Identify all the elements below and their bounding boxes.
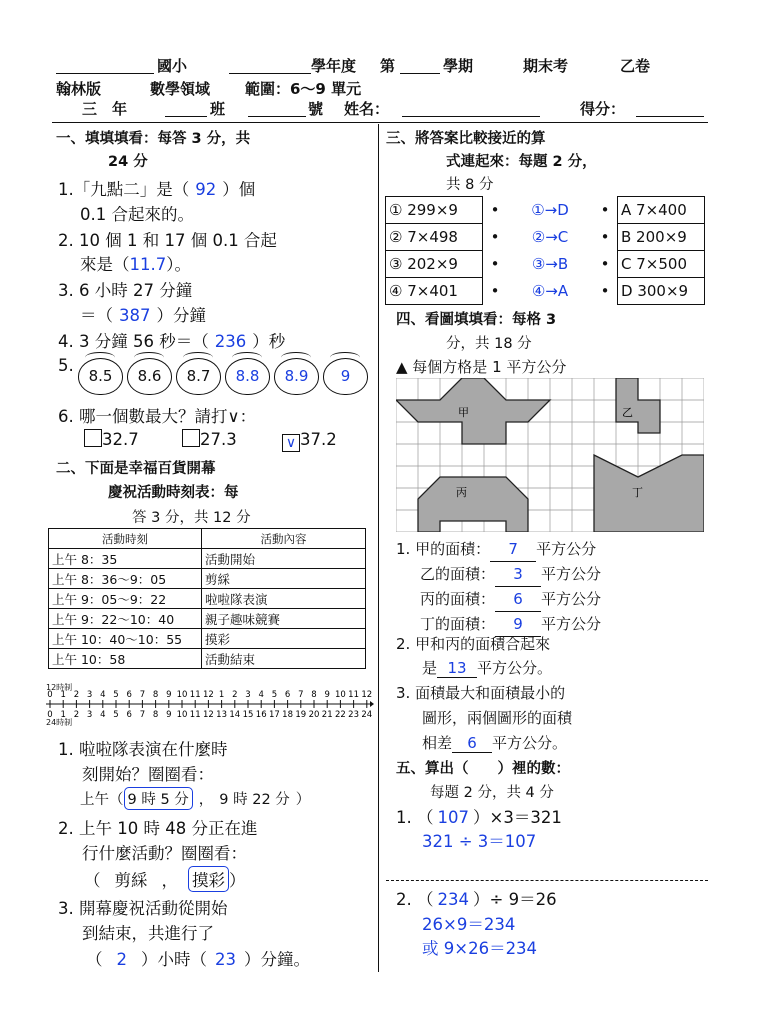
- match-left-2: ② 7×498: [386, 224, 483, 251]
- tick-label-24h: 6: [126, 710, 132, 720]
- dot-icon: •: [490, 201, 500, 219]
- s4-q2-line2: [422, 657, 552, 678]
- tick-label-24h: 15: [242, 710, 254, 720]
- s4-unit: 平方公分: [541, 615, 602, 633]
- tick-label-12h: 10: [176, 690, 188, 700]
- publisher-label: 翰林版: [56, 80, 102, 98]
- s4-q3-line1: 3. 面積最大和面積最小的: [396, 684, 566, 702]
- tick-label-24h: 10: [176, 710, 188, 720]
- tick-label-24h: 20: [308, 710, 320, 720]
- shape-jia: [396, 378, 550, 444]
- time-axis: [44, 688, 374, 720]
- s1-q3-answer: 387: [119, 306, 151, 325]
- tick-label-24h: 16: [255, 710, 267, 720]
- s2-q3-line3: [86, 946, 310, 970]
- tick-label-24h: 11: [189, 710, 201, 720]
- table-row: [49, 649, 366, 669]
- checkbox-2[interactable]: [182, 429, 200, 447]
- tick-label-12h: 12: [202, 690, 214, 700]
- s4-q3-text: 相差: [422, 734, 453, 752]
- s2-q3-line2: 到結束，共進行了: [82, 924, 214, 943]
- class-label: 班: [210, 100, 226, 118]
- s4-q1-answer-3: 6: [495, 587, 541, 612]
- s2-q2-close: ）: [229, 871, 246, 890]
- tick-label-24h: 4: [100, 710, 106, 720]
- match-answer-3: ③→B: [531, 255, 569, 273]
- checkbox-3[interactable]: ∨: [282, 434, 300, 452]
- s2-q2-option-1: 剪綵: [114, 871, 148, 890]
- s4-q2-line1: 2. 甲和丙的面積合起來: [396, 635, 551, 653]
- tick-label-12h: 9: [324, 690, 330, 700]
- section-1-title-2: 24 分: [108, 154, 148, 170]
- s4-q2-text: 是: [422, 659, 438, 677]
- s5-q2: [396, 886, 557, 910]
- tick-label-24h: 12: [202, 710, 214, 720]
- tick-label-24h: 14: [229, 710, 241, 720]
- s4-q1-row-3: [396, 587, 601, 612]
- cell-content: 親子趣味競賽: [202, 609, 366, 629]
- s4-q1-row-2: [396, 562, 601, 587]
- match-right-4: D 300×9: [618, 278, 705, 305]
- match-right-3: C 7×500: [618, 251, 705, 278]
- dot-icon: •: [490, 255, 500, 273]
- s1-q1-line1: [58, 176, 255, 200]
- s2-q1-text: 上午（: [80, 792, 124, 808]
- s2-q2-line2: 行什麼活動？圈圈看：: [82, 844, 247, 863]
- s1-q4-text: 4. 3 分鐘 56 秒＝（: [58, 332, 209, 351]
- activity-table: [48, 528, 366, 669]
- cell-time: 上午 8：36～9：05: [49, 569, 202, 589]
- tick-label-24h: 22: [334, 710, 346, 720]
- tick-label-24h: 21: [321, 710, 333, 720]
- match-left-1: ① 299×9: [386, 197, 483, 224]
- dot-icon: •: [600, 282, 610, 300]
- match-answer-1: ①→D: [531, 201, 569, 219]
- match-right-1: A 7×400: [618, 197, 705, 224]
- s2-q2-line3: [84, 866, 246, 892]
- dot-icon: •: [600, 228, 610, 246]
- s1-q3-line1: 3. 6 小時 27 分鐘: [58, 281, 193, 300]
- tick-label-12h: 9: [166, 690, 172, 700]
- s4-q3-line2: 圖形，兩個圖形的面積: [422, 709, 573, 727]
- s4-unit: 平方公分: [541, 565, 602, 583]
- cell-time: 上午 10：58: [49, 649, 202, 669]
- section-5-title: 五、算出（ ）裡的數：: [396, 761, 570, 777]
- s1-q3-text: ＝（: [80, 306, 113, 325]
- s5-q1-text-b: ）×3＝321: [473, 808, 562, 827]
- s1-q2-line2: [80, 251, 191, 275]
- shape-jia-label: 甲: [458, 406, 469, 419]
- tick-label-24h: 13: [216, 710, 228, 720]
- s5-q1-text: 1. （: [396, 808, 434, 827]
- tick-label-12h: 5: [113, 690, 119, 700]
- s5-q2-text: 2. （: [396, 890, 434, 909]
- s1-q4: [58, 328, 285, 352]
- s5-q2-text-b: ）÷ 9＝26: [473, 890, 557, 909]
- s2-q1-option-2: 9 時 22 分: [219, 792, 290, 808]
- s4-q2-text-b: 平方公分。: [477, 659, 553, 677]
- s1-q4-answer: 236: [214, 332, 247, 351]
- grid-note: ▲ 每個方格是 1 平方公分: [396, 358, 567, 376]
- table-row: [49, 609, 366, 629]
- table-row: [49, 549, 366, 569]
- table-row: [49, 569, 366, 589]
- s1-q2-text: 來是（: [80, 255, 130, 274]
- cell-content: 活動開始: [202, 549, 366, 569]
- s2-q3-answer-1: 2: [116, 950, 127, 969]
- tick-label-24h: 9: [166, 710, 172, 720]
- exam-label: 期末考: [523, 57, 569, 75]
- tick-label-12h: 10: [334, 690, 346, 700]
- section-2-title-3: 答 3 分，共 12 分: [132, 510, 251, 526]
- s2-q1-close: ）: [295, 792, 311, 808]
- s5-q1-answer: 107: [437, 808, 469, 827]
- s2-q3-line1: 3. 開幕慶祝活動從開始: [58, 899, 228, 918]
- axis-12h-label: 12時制: [46, 683, 73, 692]
- tick-label-24h: 17: [268, 710, 280, 720]
- tick-label-12h: 7: [298, 690, 304, 700]
- s2-q1-sep: ，: [198, 792, 214, 808]
- s4-q2-answer: 13: [437, 659, 477, 678]
- s1-q1-text: 1.「九點二」是（: [58, 180, 190, 199]
- tick-label-12h: 3: [86, 690, 93, 700]
- score-label: 得分：: [580, 100, 626, 118]
- tick-label-12h: 2: [73, 690, 80, 700]
- section-1-title: 一、填填填看：每答 3 分，共: [56, 131, 251, 147]
- s4-q1-label-1: 1. 甲的面積：: [396, 540, 491, 558]
- s1-q6-options: [84, 429, 337, 452]
- shape-bing: [418, 477, 528, 532]
- s2-q2-line1: 2. 上午 10 時 48 分正在進: [58, 819, 258, 838]
- school-label: 國小: [157, 57, 188, 75]
- section-4-title: 四、看圖填填看：每格 3: [396, 312, 557, 328]
- cell-time: 上午 9：22～10：40: [49, 609, 202, 629]
- subject-label: 數學領域: [150, 80, 211, 98]
- s4-unit: 平方公分: [536, 540, 597, 558]
- s1-q5-label: 5.: [58, 356, 74, 375]
- s4-q1-answer-4: 9: [495, 612, 541, 637]
- di-label: 第: [380, 57, 396, 75]
- match-left-3: ③ 202×9: [386, 251, 483, 278]
- s4-q3-line3: [422, 732, 567, 753]
- s1-q1-text-b: ）個: [222, 180, 256, 199]
- tick-label-12h: 8: [311, 690, 317, 700]
- s2-q1-circled: 9 時 5 分: [124, 787, 193, 810]
- leaf-2: 8.6: [127, 358, 172, 395]
- s4-q1-row-1: [396, 537, 601, 562]
- match-answer-2: ②→C: [531, 228, 569, 246]
- s4-q1-label-3: 丙的面積：: [420, 590, 496, 608]
- column-divider: [378, 124, 379, 972]
- s4-q1-label-2: 乙的面積：: [420, 565, 496, 583]
- year-label: 學年度: [311, 57, 357, 75]
- leaf-6: 9: [323, 358, 368, 395]
- s4-q1: [396, 537, 601, 637]
- tick-label-12h: 1: [60, 690, 66, 700]
- tick-label-24h: 2: [73, 710, 80, 720]
- tick-label-24h: 5: [113, 710, 119, 720]
- semester-label: 學期: [443, 57, 474, 75]
- s1-q2-answer: 11.7: [129, 255, 167, 274]
- s4-q3-answer: 6: [452, 734, 492, 753]
- s1-q1-line2: 0.1 合起來的。: [80, 205, 194, 224]
- tick-label-24h: 18: [282, 710, 294, 720]
- grade-label: 三 年: [82, 100, 128, 118]
- shape-bing-label: 丙: [456, 486, 467, 499]
- tick-label-12h: 5: [271, 690, 278, 700]
- axis-arrow-icon: [370, 701, 374, 707]
- tick-label-12h: 1: [218, 690, 225, 700]
- leaf-3: 8.7: [176, 358, 221, 395]
- tick-label-24h: 1: [60, 710, 66, 720]
- tick-label-12h: 3: [245, 690, 251, 700]
- matching-table: [385, 196, 705, 305]
- cell-time: 上午 8：35: [49, 549, 202, 569]
- dot-icon: •: [490, 228, 500, 246]
- range-label: 範圍：6～9 單元: [245, 80, 362, 98]
- shape-yi-label: 乙: [622, 406, 633, 419]
- match-answer-4: ④→A: [531, 282, 569, 300]
- tick-label-12h: 2: [232, 690, 238, 700]
- cell-content: 啦啦隊表演: [202, 589, 366, 609]
- tick-label-12h: 11: [348, 690, 360, 700]
- section-4-title-2: 分，共 18 分: [446, 336, 532, 352]
- s2-q2-text: （: [84, 871, 101, 890]
- area-grid: [396, 378, 704, 532]
- shape-ding: [594, 455, 704, 532]
- s5-q2-work-2: 或 9×26＝234: [422, 939, 538, 958]
- tick-label-12h: 7: [139, 690, 146, 700]
- section-3-title-3: 共 8 分: [446, 177, 494, 193]
- tick-label-12h: 4: [100, 690, 106, 700]
- dot-icon: •: [600, 201, 610, 219]
- option-3-label: 37.2: [300, 430, 337, 449]
- number-label: 號: [308, 100, 324, 118]
- section-2-title: 二、下面是幸福百貨開幕: [56, 461, 216, 477]
- leaf-4: 8.8: [225, 358, 270, 395]
- s1-q3-line2: [80, 302, 206, 326]
- s1-q2-line1: 2. 10 個 1 和 17 個 0.1 合起: [58, 231, 277, 250]
- section-3-title: 三、將答案比較接近的算: [386, 131, 546, 147]
- tick-label-24h: 0: [47, 710, 53, 720]
- dot-icon: •: [600, 255, 610, 273]
- shape-ding-label: 丁: [632, 486, 643, 499]
- axis-24h-label: 24時制: [46, 718, 73, 727]
- s1-q4-text-b: ）秒: [252, 332, 286, 351]
- s2-q1-line1: 1. 啦啦隊表演在什麼時: [58, 740, 228, 759]
- section-3-title-2: 式連起來：每題 2 分，: [446, 154, 597, 170]
- tick-label-24h: 7: [139, 710, 146, 720]
- s5-q2-work-1: 26×9＝234: [422, 915, 516, 934]
- s2-q3-text-b: ）小時（: [141, 950, 207, 969]
- table-header-content: 活動內容: [202, 529, 366, 549]
- s4-q1-answer-2: 3: [495, 562, 541, 587]
- s2-q1-line2: 刻開始？圈圈看：: [82, 765, 214, 784]
- tick-label-24h: 19: [295, 710, 307, 720]
- tick-label-24h: 3: [86, 710, 93, 720]
- s1-q3-text-b: ）分鐘: [156, 306, 206, 325]
- tick-label-12h: 4: [258, 690, 264, 700]
- cell-time: 上午 9：05～9：22: [49, 589, 202, 609]
- s4-unit: 平方公分: [541, 590, 602, 608]
- leaf-1: 8.5: [78, 358, 123, 395]
- table-header-time: 活動時刻: [49, 529, 202, 549]
- s5-q1-work: 321 ÷ 3＝107: [422, 832, 537, 851]
- s2-q3-answer-2: 23: [215, 950, 236, 969]
- tick-label-12h: 6: [284, 690, 291, 700]
- s2-q1-line3: [80, 787, 310, 810]
- s1-q2-text-b: ）。: [166, 255, 191, 274]
- match-right-2: B 200×9: [618, 224, 705, 251]
- section-5-title-2: 每題 2 分，共 4 分: [430, 785, 554, 801]
- option-2-label: 27.3: [200, 430, 237, 449]
- s1-q1-answer: 92: [195, 180, 217, 199]
- s1-q6-line1: 6. 哪一個數最大？請打∨：: [58, 407, 257, 426]
- tick-label-12h: 11: [189, 690, 201, 700]
- s4-q3-text-b: 平方公分。: [492, 734, 568, 752]
- section-5-divider: [386, 880, 708, 881]
- leaf-5: 8.9: [274, 358, 319, 395]
- cell-time: 上午 10：40～10：55: [49, 629, 202, 649]
- s5-q1: [396, 804, 562, 828]
- table-row: [49, 629, 366, 649]
- tick-label-12h: 12: [361, 690, 373, 700]
- s4-q1-label-4: 丁的面積：: [420, 615, 496, 633]
- option-1-label: 32.7: [102, 430, 139, 449]
- name-label: 姓名：: [344, 100, 390, 118]
- section-2-title-2: 慶祝活動時刻表：每: [108, 485, 239, 501]
- dot-icon: •: [490, 282, 500, 300]
- cell-content: 摸彩: [202, 629, 366, 649]
- cell-content: 活動結束: [202, 649, 366, 669]
- volume-label: 乙卷: [620, 57, 651, 75]
- tick-label-24h: 8: [152, 710, 159, 720]
- table-row: [49, 589, 366, 609]
- s2-q2-sep: ，: [161, 871, 178, 890]
- header-divider: [52, 122, 708, 123]
- checkbox-1[interactable]: [84, 429, 102, 447]
- s2-q3-text-c: ）分鐘。: [244, 950, 310, 969]
- match-left-4: ④ 7×401: [386, 278, 483, 305]
- s2-q2-circled: 摸彩: [188, 866, 229, 892]
- tick-label-24h: 23: [348, 710, 360, 720]
- tick-label-12h: 6: [126, 690, 132, 700]
- s4-q1-answer-1: 7: [490, 537, 536, 562]
- cell-content: 剪綵: [202, 569, 366, 589]
- s5-q2-answer: 234: [437, 890, 469, 909]
- tick-label-12h: 0: [47, 690, 53, 700]
- tick-label-12h: 8: [152, 690, 159, 700]
- s2-q3-text: （: [86, 950, 103, 969]
- tick-label-24h: 24: [361, 710, 373, 720]
